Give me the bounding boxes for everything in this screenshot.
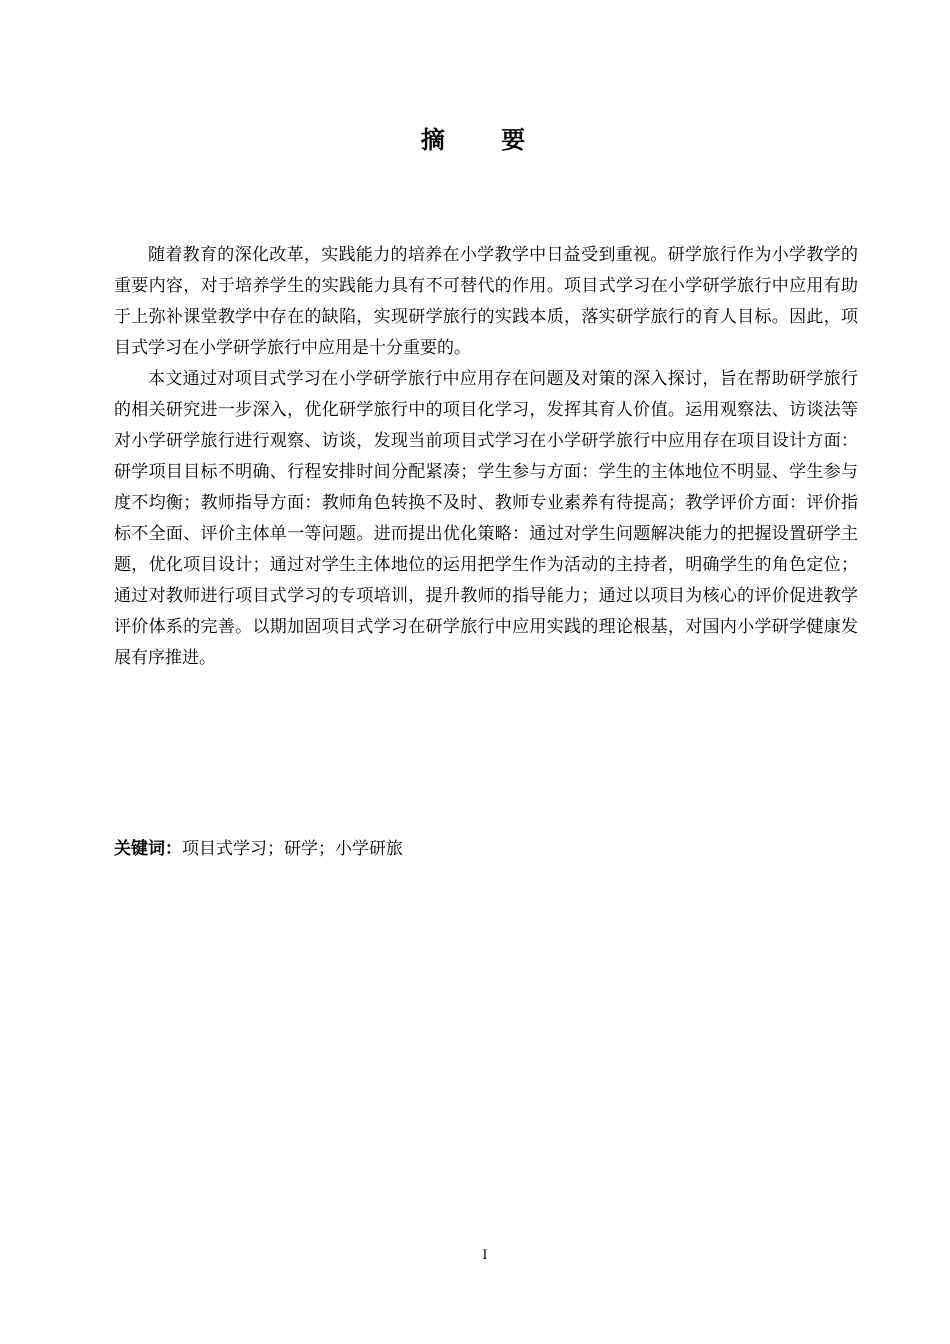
page-title: 摘 要 [420,125,550,154]
abstract-paragraph-2: 本文通过对项目式学习在小学研学旅行中应用存在问题及对策的深入探讨，旨在帮助研学旅行的相关研究进一步深入，优化研学旅行中的项目化学习，发挥其育人价值。运用观察法、访谈法等对小学研学旅行进行观察、访谈，发现当前项目式学习在小学研学旅行中应用存在项目设计方面：研学项目目标不明确、行程安排时间分配紧凑；学生参与方面：学生的主体地位不明显、学生参与度不均衡；教师指导方面：教师角色转换不及时、教师专业素养有待提高；教学评价方面：评价指标不全面、评价主体单一等问题。进而提出优化策略：通过对学生问题解决能力的把握设置研学主题，优化项目设计；通过对学生主体地位的运用把学生作为活动的主持者，明确学生的角色定位；通过对教师进行项目式学习的专项培训，提升教师的指导能力；通过以项目为核心的评价促进教学评价体系的完善。以期加固项目式学习在研学旅行中应用实践的理论根基，对国内小学研学健康发展有序推进。 [114,369,858,668]
abstract-paragraph-1: 随着教育的深化改革，实践能力的培养在小学教学中日益受到重视。研学旅行作为小学教学的重要内容，对于培养学生的实践能力具有不可替代的作用。项目式学习在小学研学旅行中应用有助于上弥补课堂教学中存在的缺陷，实现研学旅行的实践本质，落实研学旅行的育人目标。因此，项目式学习在小学研学旅行中应用是十分重要的。 [114,245,858,358]
keywords-label: 关键词： [114,839,182,859]
page-number: I [482,1248,488,1263]
abstract-body [114,240,858,674]
keywords-value: 项目式学习；研学；小学研旅 [182,839,403,859]
keywords-line [114,834,858,865]
